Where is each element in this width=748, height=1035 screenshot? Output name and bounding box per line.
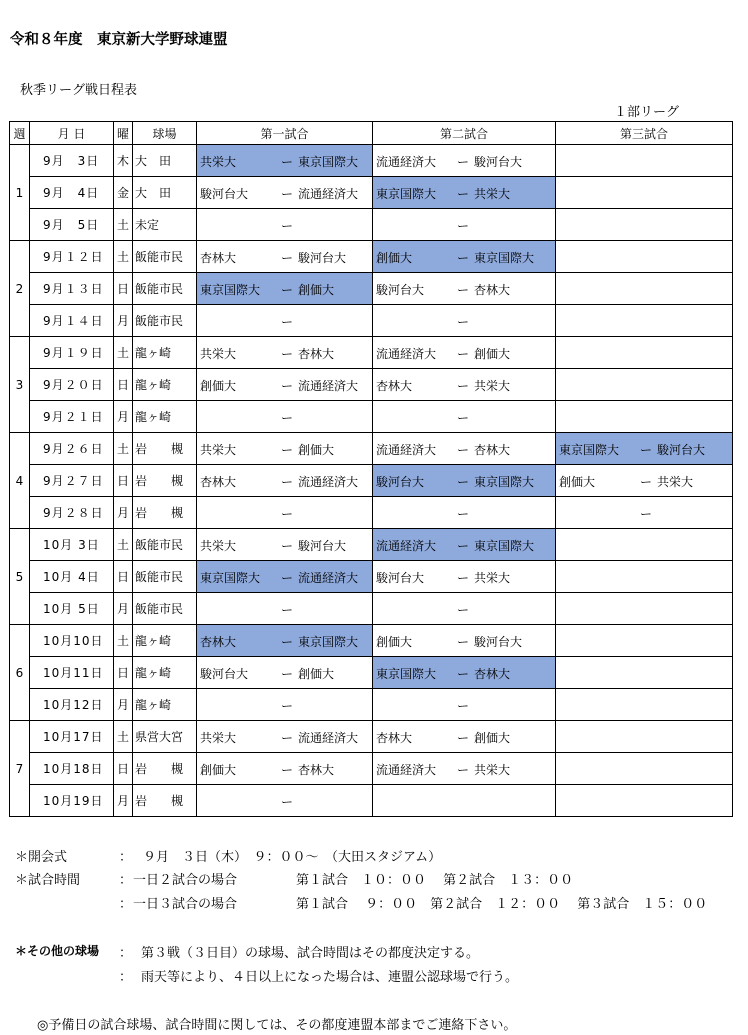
header-day-of-week: 曜 xyxy=(114,122,133,145)
game-3-cell xyxy=(556,145,733,177)
versus-dash: ー xyxy=(457,763,470,777)
day-of-week: 土 xyxy=(114,241,133,273)
match-date: 9月２０日 xyxy=(30,369,114,401)
day-of-week: 月 xyxy=(114,305,133,337)
game-2-cell xyxy=(373,401,556,433)
other-venue-label: ＊その他の球場 xyxy=(15,944,100,958)
versus-dash: ー xyxy=(281,731,294,745)
versus-dash: ー xyxy=(281,315,294,329)
game-2-cell xyxy=(373,721,556,753)
team-a: 流通経済大 xyxy=(376,539,437,553)
table-row xyxy=(10,273,733,305)
table-row xyxy=(10,433,733,465)
day-of-week: 日 xyxy=(114,465,133,497)
venue: 龍ヶ崎 xyxy=(133,369,197,401)
game-2-cell xyxy=(373,657,556,689)
team-b: 流通経済大 xyxy=(298,731,359,745)
versus-dash: ー xyxy=(281,347,294,361)
team-b: 東京国際大 xyxy=(298,635,359,649)
game-3-cell xyxy=(556,785,733,817)
game-2-cell xyxy=(373,785,556,817)
match-date: 10月 4日 xyxy=(30,561,114,593)
week-number: 4 xyxy=(10,433,30,529)
day-of-week: 木 xyxy=(114,145,133,177)
day-of-week: 日 xyxy=(114,273,133,305)
game-3-cell xyxy=(556,177,733,209)
game-3-cell xyxy=(556,369,733,401)
game-3-cell xyxy=(556,689,733,721)
header-game-2: 第二試合 xyxy=(373,122,556,145)
header-venue: 球場 xyxy=(133,122,197,145)
team-b: 共栄大 xyxy=(474,187,511,201)
match-date: 10月12日 xyxy=(30,689,114,721)
game-1-cell xyxy=(197,753,373,785)
week-number: 7 xyxy=(10,721,30,817)
game-2-cell xyxy=(373,593,556,625)
opening-label: ＊開会式 xyxy=(15,850,68,865)
game-3-cell xyxy=(556,657,733,689)
team-a: 東京国際大 xyxy=(376,667,437,681)
versus-dash: ー xyxy=(457,251,470,265)
venue: 飯能市民 xyxy=(133,305,197,337)
versus-dash: ー xyxy=(640,507,653,521)
game-2-cell xyxy=(373,753,556,785)
venue: 岩 槻 xyxy=(133,433,197,465)
match-date: 9月 4日 xyxy=(30,177,114,209)
game-2-cell xyxy=(373,273,556,305)
team-a: 駿河台大 xyxy=(376,283,425,297)
versus-dash: ー xyxy=(281,187,294,201)
game-3-cell xyxy=(556,721,733,753)
team-a: 杏林大 xyxy=(376,379,413,393)
versus-dash: ー xyxy=(281,475,294,489)
match-date: 9月１９日 xyxy=(30,337,114,369)
game-3-cell xyxy=(556,209,733,241)
venue: 飯能市民 xyxy=(133,593,197,625)
versus-dash: ー xyxy=(457,571,470,585)
three-game-times: 第１試合 ９：００ 第２試合 １２：００ 第３試合 １５：００ xyxy=(296,897,708,912)
game-1-cell xyxy=(197,593,373,625)
match-date: 9月 5日 xyxy=(30,209,114,241)
day-of-week: 月 xyxy=(114,689,133,721)
game-2-cell xyxy=(373,145,556,177)
team-b: 杏林大 xyxy=(474,443,511,457)
game-2-cell xyxy=(373,529,556,561)
versus-dash: ー xyxy=(457,443,470,457)
match-date: 9月 3日 xyxy=(30,145,114,177)
other-venue-note-2: 雨天等により、４日以上になった場合は、連盟公認球場で行う。 xyxy=(141,970,519,985)
other-colon-1: ： xyxy=(119,946,133,961)
match-date: 9月１２日 xyxy=(30,241,114,273)
team-a: 共栄大 xyxy=(200,443,237,457)
header-date: 月 日 xyxy=(30,122,114,145)
venue: 飯能市民 xyxy=(133,241,197,273)
table-row xyxy=(10,177,733,209)
team-b: 創価大 xyxy=(298,283,335,297)
table-row xyxy=(10,209,733,241)
versus-dash: ー xyxy=(281,411,294,425)
game-1-cell xyxy=(197,337,373,369)
game-2-cell xyxy=(373,497,556,529)
header-game-3: 第三試合 xyxy=(556,122,733,145)
versus-dash: ー xyxy=(457,475,470,489)
team-a: 杏林大 xyxy=(200,251,237,265)
team-b: 共栄大 xyxy=(474,571,511,585)
venue: 岩 槻 xyxy=(133,465,197,497)
game-3-cell xyxy=(556,465,733,497)
team-a: 東京国際大 xyxy=(376,187,437,201)
team-b: 杏林大 xyxy=(298,347,335,361)
venue: 未定 xyxy=(133,209,197,241)
game-1-cell xyxy=(197,401,373,433)
match-date: 10月 5日 xyxy=(30,593,114,625)
game-3-cell xyxy=(556,529,733,561)
match-date: 9月２７日 xyxy=(30,465,114,497)
match-date: 9月１３日 xyxy=(30,273,114,305)
game-2-cell xyxy=(373,625,556,657)
game-2-cell xyxy=(373,209,556,241)
two-game-label: 一日２試合の場合 xyxy=(133,873,238,888)
versus-dash: ー xyxy=(457,155,470,169)
day-of-week: 土 xyxy=(114,337,133,369)
team-b: 杏林大 xyxy=(474,283,511,297)
table-row xyxy=(10,305,733,337)
game-1-cell xyxy=(197,529,373,561)
match-date: 10月 3日 xyxy=(30,529,114,561)
venue: 龍ヶ崎 xyxy=(133,657,197,689)
team-b: 創価大 xyxy=(474,347,511,361)
team-b: 創価大 xyxy=(298,667,335,681)
schedule-table xyxy=(9,121,733,817)
team-a: 杏林大 xyxy=(376,731,413,745)
venue: 龍ヶ崎 xyxy=(133,401,197,433)
game-2-cell xyxy=(373,177,556,209)
versus-dash: ー xyxy=(281,251,294,265)
game-1-cell xyxy=(197,241,373,273)
game-2-cell xyxy=(373,337,556,369)
game-1-cell xyxy=(197,273,373,305)
game-1-cell xyxy=(197,465,373,497)
header-week: 週 xyxy=(10,122,30,145)
venue: 岩 槻 xyxy=(133,753,197,785)
team-b: 駿河台大 xyxy=(474,155,523,169)
versus-dash: ー xyxy=(281,571,294,585)
versus-dash: ー xyxy=(457,379,470,393)
versus-dash: ー xyxy=(457,731,470,745)
table-row xyxy=(10,369,733,401)
team-b: 東京国際大 xyxy=(474,539,535,553)
table-row xyxy=(10,753,733,785)
versus-dash: ー xyxy=(281,763,294,777)
team-a: 流通経済大 xyxy=(376,347,437,361)
day-of-week: 月 xyxy=(114,401,133,433)
table-row xyxy=(10,529,733,561)
league-division: １部リーグ xyxy=(614,105,680,120)
game-3-cell xyxy=(556,273,733,305)
table-row xyxy=(10,785,733,817)
game-1-cell xyxy=(197,497,373,529)
game-3-cell xyxy=(556,593,733,625)
team-a: 共栄大 xyxy=(200,731,237,745)
match-date: 9月１４日 xyxy=(30,305,114,337)
game-1-cell xyxy=(197,145,373,177)
team-b: 駿河台大 xyxy=(474,635,523,649)
match-date: 9月２６日 xyxy=(30,433,114,465)
day-of-week: 月 xyxy=(114,593,133,625)
game-2-cell xyxy=(373,241,556,273)
team-b: 流通経済大 xyxy=(298,571,359,585)
team-a: 流通経済大 xyxy=(376,443,437,457)
team-a: 共栄大 xyxy=(200,347,237,361)
match-date: 10月18日 xyxy=(30,753,114,785)
match-date: 10月17日 xyxy=(30,721,114,753)
versus-dash: ー xyxy=(640,475,653,489)
team-b: 杏林大 xyxy=(474,667,511,681)
venue: 岩 槻 xyxy=(133,785,197,817)
game-1-cell xyxy=(197,625,373,657)
team-a: 東京国際大 xyxy=(200,283,261,297)
table-row xyxy=(10,145,733,177)
day-of-week: 土 xyxy=(114,625,133,657)
game-3-cell xyxy=(556,241,733,273)
team-b: 流通経済大 xyxy=(298,187,359,201)
versus-dash: ー xyxy=(281,155,294,169)
table-row xyxy=(10,337,733,369)
team-a: 駿河台大 xyxy=(200,187,249,201)
venue: 龍ヶ崎 xyxy=(133,337,197,369)
venue: 龍ヶ崎 xyxy=(133,625,197,657)
table-row xyxy=(10,561,733,593)
versus-dash: ー xyxy=(457,635,470,649)
team-a: 創価大 xyxy=(376,251,413,265)
day-of-week: 日 xyxy=(114,369,133,401)
day-of-week: 金 xyxy=(114,177,133,209)
game-3-cell xyxy=(556,401,733,433)
table-row xyxy=(10,497,733,529)
opening-text: ９月 ３日（木） ９：００～ （大田スタジアム） xyxy=(143,850,442,865)
game-1-cell xyxy=(197,209,373,241)
game-3-cell xyxy=(556,561,733,593)
team-a: 東京国際大 xyxy=(559,443,620,457)
game-2-cell xyxy=(373,465,556,497)
versus-dash: ー xyxy=(457,507,470,521)
team-b: 東京国際大 xyxy=(474,251,535,265)
game-1-cell xyxy=(197,369,373,401)
versus-dash: ー xyxy=(457,411,470,425)
versus-dash: ー xyxy=(457,539,470,553)
venue: 大 田 xyxy=(133,177,197,209)
versus-dash: ー xyxy=(457,219,470,233)
venue: 龍ヶ崎 xyxy=(133,689,197,721)
versus-dash: ー xyxy=(640,443,653,457)
versus-dash: ー xyxy=(281,699,294,713)
week-number: 2 xyxy=(10,241,30,337)
versus-dash: ー xyxy=(281,283,294,297)
day-of-week: 日 xyxy=(114,657,133,689)
team-a: 流通経済大 xyxy=(376,763,437,777)
table-header-row xyxy=(10,122,733,145)
team-b: 共栄大 xyxy=(474,379,511,393)
versus-dash: ー xyxy=(281,603,294,617)
game-1-cell xyxy=(197,785,373,817)
versus-dash: ー xyxy=(457,347,470,361)
venue: 大 田 xyxy=(133,145,197,177)
game-1-cell xyxy=(197,657,373,689)
match-date: 10月10日 xyxy=(30,625,114,657)
match-time-label: ＊試合時間 xyxy=(15,873,81,888)
two-game-times: 第１試合 １０：００ 第２試合 １３：００ xyxy=(296,873,574,888)
schedule-subtitle: 秋季リーグ戦日程表 xyxy=(20,83,138,98)
week-number: 1 xyxy=(10,145,30,241)
game-1-cell xyxy=(197,561,373,593)
table-row xyxy=(10,401,733,433)
versus-dash: ー xyxy=(457,603,470,617)
team-b: 共栄大 xyxy=(657,475,694,489)
venue: 飯能市民 xyxy=(133,273,197,305)
team-b: 東京国際大 xyxy=(298,155,359,169)
team-a: 駿河台大 xyxy=(200,667,249,681)
opening-colon: ： xyxy=(119,850,133,865)
game-3-cell xyxy=(556,433,733,465)
team-b: 創価大 xyxy=(474,731,511,745)
versus-dash: ー xyxy=(281,667,294,681)
table-row xyxy=(10,721,733,753)
game-1-cell xyxy=(197,689,373,721)
match-date: 9月２８日 xyxy=(30,497,114,529)
team-b: 東京国際大 xyxy=(474,475,535,489)
team-b: 流通経済大 xyxy=(298,379,359,393)
table-row xyxy=(10,657,733,689)
team-b: 駿河台大 xyxy=(298,251,347,265)
table-row xyxy=(10,465,733,497)
game-2-cell xyxy=(373,433,556,465)
game-2-cell xyxy=(373,305,556,337)
day-of-week: 土 xyxy=(114,721,133,753)
versus-dash: ー xyxy=(457,667,470,681)
day-of-week: 日 xyxy=(114,753,133,785)
week-number: 6 xyxy=(10,625,30,721)
game-2-cell xyxy=(373,689,556,721)
match-date: 10月19日 xyxy=(30,785,114,817)
team-b: 創価大 xyxy=(298,443,335,457)
team-a: 東京国際大 xyxy=(200,571,261,585)
game-1-cell xyxy=(197,721,373,753)
versus-dash: ー xyxy=(281,635,294,649)
versus-dash: ー xyxy=(281,539,294,553)
team-b: 駿河台大 xyxy=(298,539,347,553)
match-date: 10月11日 xyxy=(30,657,114,689)
versus-dash: ー xyxy=(281,379,294,393)
team-b: 駿河台大 xyxy=(657,443,706,457)
versus-dash: ー xyxy=(457,283,470,297)
table-row xyxy=(10,689,733,721)
team-b: 流通経済大 xyxy=(298,475,359,489)
versus-dash: ー xyxy=(457,315,470,329)
team-a: 駿河台大 xyxy=(376,475,425,489)
team-a: 共栄大 xyxy=(200,539,237,553)
team-a: 創価大 xyxy=(376,635,413,649)
team-a: 杏林大 xyxy=(200,475,237,489)
team-a: 杏林大 xyxy=(200,635,237,649)
team-b: 杏林大 xyxy=(298,763,335,777)
game-1-cell xyxy=(197,433,373,465)
other-colon-2: ： xyxy=(119,970,133,985)
game-2-cell xyxy=(373,561,556,593)
venue: 飯能市民 xyxy=(133,561,197,593)
versus-dash: ー xyxy=(457,699,470,713)
match-time-colon-1: ： xyxy=(119,873,133,888)
game-3-cell xyxy=(556,337,733,369)
versus-dash: ー xyxy=(457,187,470,201)
table-row xyxy=(10,625,733,657)
versus-dash: ー xyxy=(281,507,294,521)
team-a: 創価大 xyxy=(200,763,237,777)
game-1-cell xyxy=(197,305,373,337)
team-a: 共栄大 xyxy=(200,155,237,169)
team-a: 駿河台大 xyxy=(376,571,425,585)
venue: 県営大宮 xyxy=(133,721,197,753)
versus-dash: ー xyxy=(281,219,294,233)
venue: 飯能市民 xyxy=(133,529,197,561)
day-of-week: 月 xyxy=(114,785,133,817)
team-b: 共栄大 xyxy=(474,763,511,777)
header-game-1: 第一試合 xyxy=(197,122,373,145)
team-a: 創価大 xyxy=(559,475,596,489)
other-venue-note-1: 第３戦（３日目）の球場、試合時間はその都度決定する。 xyxy=(141,946,480,961)
footer-note: ◎予備日の試合球場、試合時間に関しては、その都度連盟本部までご連絡下さい。 xyxy=(37,1018,517,1033)
day-of-week: 日 xyxy=(114,561,133,593)
day-of-week: 土 xyxy=(114,529,133,561)
day-of-week: 土 xyxy=(114,209,133,241)
match-time-colon-2: ： xyxy=(119,897,133,912)
document-title: 令和８年度 東京新大学野球連盟 xyxy=(10,32,228,48)
week-number: 3 xyxy=(10,337,30,433)
game-3-cell xyxy=(556,625,733,657)
versus-dash: ー xyxy=(281,795,294,809)
game-1-cell xyxy=(197,177,373,209)
game-3-cell xyxy=(556,497,733,529)
three-game-label: 一日３試合の場合 xyxy=(133,897,238,912)
team-a: 創価大 xyxy=(200,379,237,393)
versus-dash: ー xyxy=(281,443,294,457)
day-of-week: 土 xyxy=(114,433,133,465)
game-3-cell xyxy=(556,305,733,337)
venue: 岩 槻 xyxy=(133,497,197,529)
game-2-cell xyxy=(373,369,556,401)
table-row xyxy=(10,241,733,273)
match-date: 9月２１日 xyxy=(30,401,114,433)
game-3-cell xyxy=(556,753,733,785)
team-a: 流通経済大 xyxy=(376,155,437,169)
day-of-week: 月 xyxy=(114,497,133,529)
table-row xyxy=(10,593,733,625)
week-number: 5 xyxy=(10,529,30,625)
